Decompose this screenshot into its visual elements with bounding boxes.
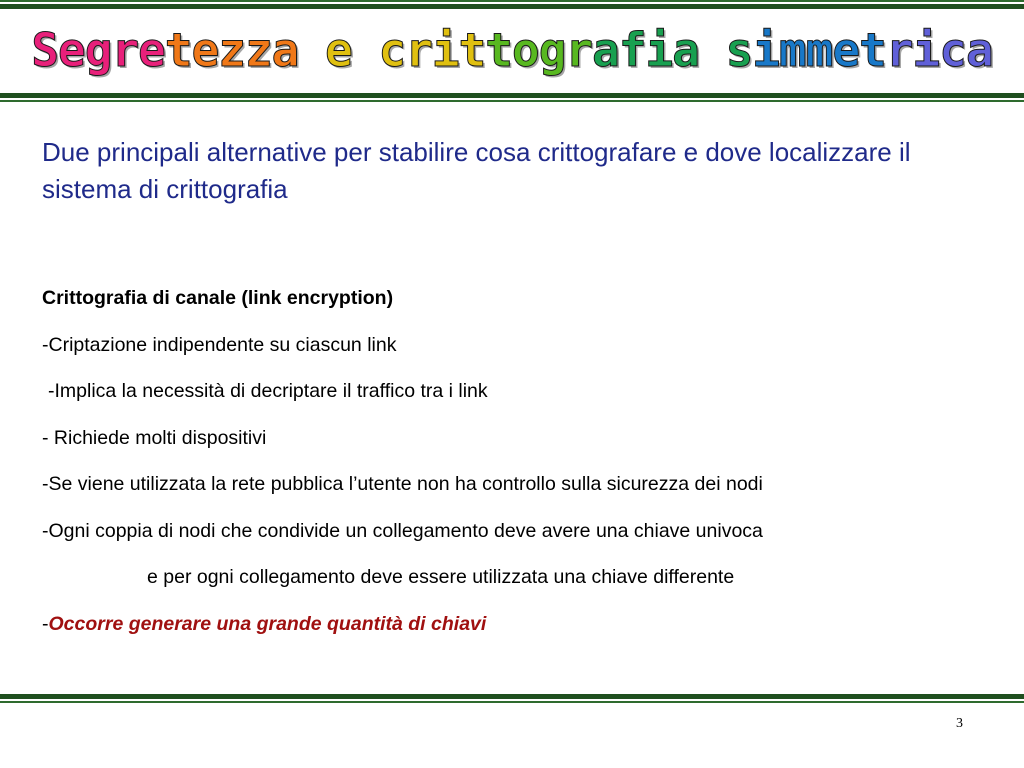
bullet-continuation: e per ogni collegamento deve essere utilizzata una chiave differente — [147, 566, 735, 588]
title-letter: a — [271, 23, 299, 77]
footer-rule — [0, 694, 1024, 703]
title-letter: i — [912, 23, 940, 77]
title-letter: r — [565, 23, 593, 77]
title-letter: r — [405, 23, 432, 77]
title-letter: z — [218, 23, 245, 77]
title-letter: m — [779, 23, 806, 77]
slide-body — [42, 284, 1012, 656]
top-border-rule — [0, 0, 1024, 9]
title-letter: r — [885, 23, 913, 77]
title-letter: i — [752, 23, 780, 77]
slide-title — [0, 22, 1024, 78]
emphasis-text: Occorre generare una grande quantità di chiavi — [48, 612, 487, 635]
title-letter: i — [431, 23, 459, 77]
bullet-item: -Implica la necessità di decriptare il traffico tra i link — [48, 380, 488, 402]
title-letter: i — [645, 23, 673, 77]
title-divider-rule — [0, 93, 1024, 102]
title-letter: e — [138, 23, 165, 77]
title-letter: g — [538, 23, 566, 77]
title-letter: r — [111, 23, 139, 77]
title-letter: a — [965, 23, 993, 77]
title-letter: m — [805, 23, 833, 77]
title-letter: s — [725, 23, 753, 77]
title-letter: e — [191, 23, 219, 77]
bullet-item: - Richiede molti dispositivi — [42, 426, 267, 449]
title-letter: z — [244, 23, 272, 77]
title-letter: t — [164, 23, 192, 77]
title-word-crittografia — [378, 22, 698, 78]
title-letter: a — [672, 23, 699, 77]
title-letter: e — [832, 23, 860, 77]
bullet-item: -Criptazione indipendente su ciascun link — [42, 333, 397, 356]
title-letter: g — [84, 23, 112, 77]
emphasis-dash: - — [42, 612, 49, 635]
intro-paragraph: Due principali alternative per stabilire cosa crittografare e dove localizzare il sistema di crittografia — [42, 137, 911, 204]
title-letter: t — [458, 23, 486, 77]
bullet-item: -Se viene utilizzata la rete pubblica l’utente non ha controllo sulla sicurezza dei nodi — [42, 473, 763, 495]
title-letter: f — [618, 23, 646, 77]
title-letter: o — [512, 23, 539, 77]
title-letter: c — [378, 23, 406, 77]
emphasis-bullet — [42, 610, 1012, 657]
page-number: 3 — [956, 716, 963, 731]
title-letter: t — [859, 23, 886, 77]
section-heading: Crittografia di canale (link encryption) — [42, 287, 394, 309]
title-letter: c — [939, 23, 966, 77]
bullet-item: -Ogni coppia di nodi che condivide un collegamento deve avere una chiave univoca — [42, 519, 763, 542]
title-letter: S — [31, 23, 59, 77]
title-letter: e — [58, 23, 85, 77]
title-word-e — [325, 22, 352, 78]
title-letter: e — [325, 23, 352, 77]
title-letter: a — [592, 23, 619, 77]
title-letter: t — [485, 23, 512, 77]
title-word-segretezza — [31, 22, 298, 78]
title-word-simmetrica — [726, 22, 993, 78]
